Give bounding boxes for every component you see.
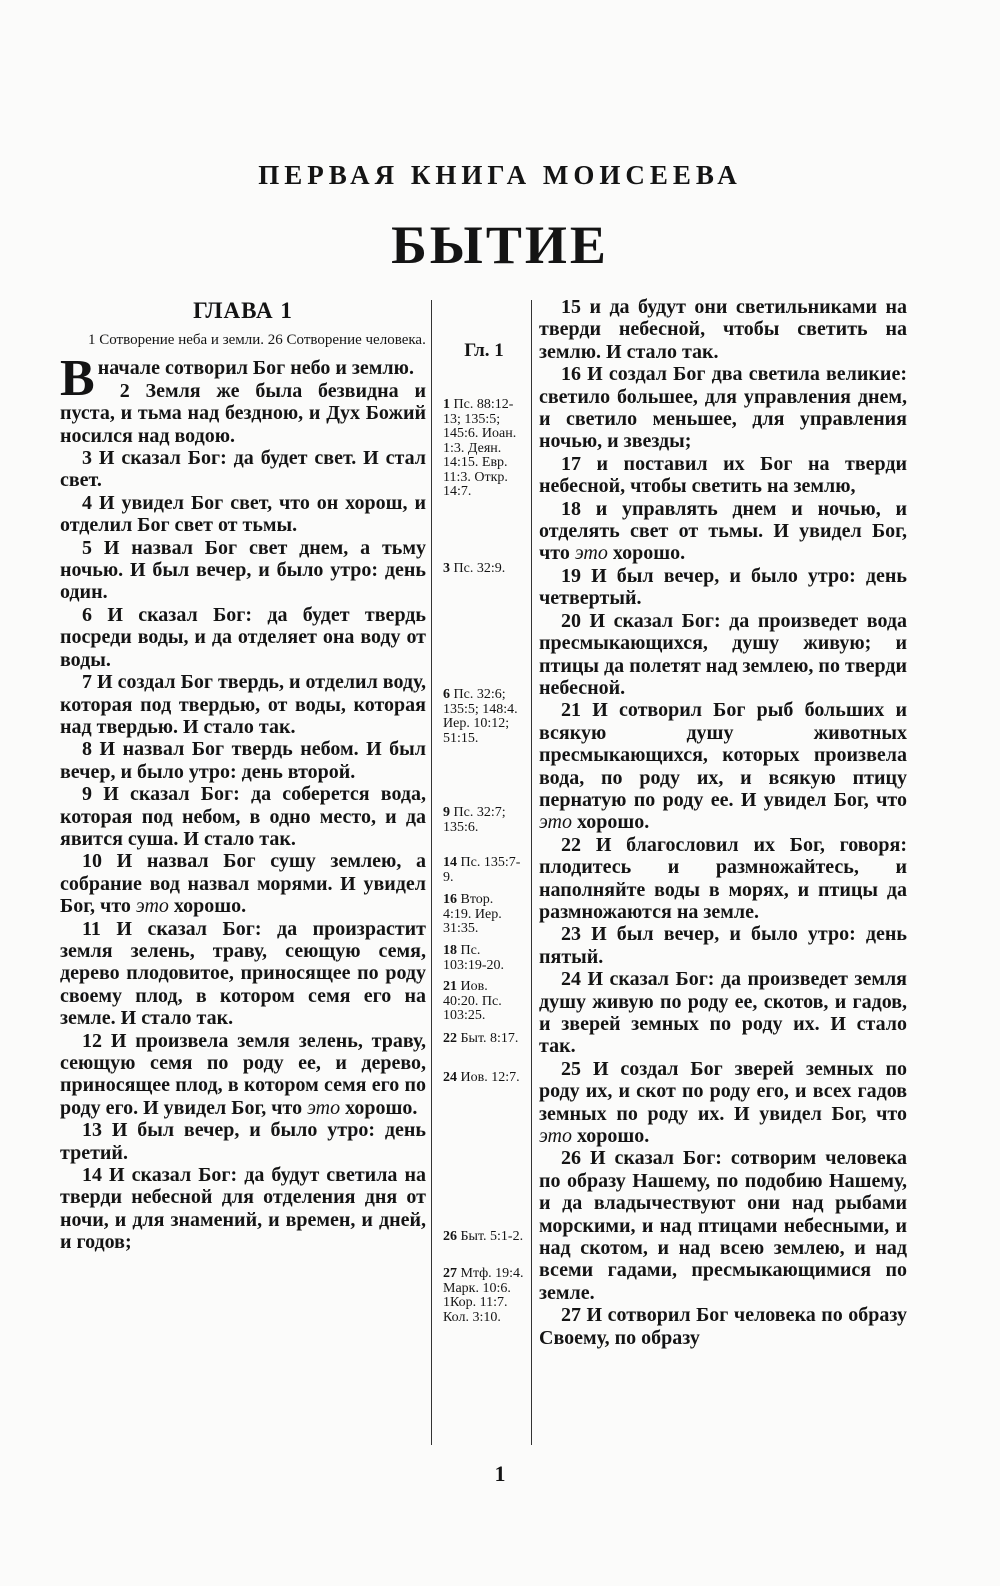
xref-verse: 6	[443, 687, 450, 702]
xref-6	[443, 688, 525, 746]
verse-17: 17 и поставил их Бог на тверди небесной, чтобы светить на землю,	[539, 452, 907, 498]
book-title: ПЕРВАЯ КНИГА МОИСЕЕВА	[258, 160, 742, 190]
verse-21	[539, 699, 907, 833]
verse-14: 14 И сказал Бог: да будут светила на тверди небесной для отделения дня от ночи, и для знамений, и времен, и дней, и годов;	[60, 1164, 426, 1254]
xref-verse: 18	[443, 943, 457, 958]
xref-verse: 27	[443, 1266, 457, 1281]
verse-21-italic: это	[539, 811, 572, 834]
xref-verse: 26	[443, 1229, 457, 1244]
xref-verse: 24	[443, 1070, 457, 1085]
xref-text: Пс. 32:9.	[453, 561, 506, 576]
verse-18-a: 18 и управлять днем и ночью, и отделять свет от тьмы. И увидел Бог, что	[539, 497, 907, 565]
verse-9: 9 И сказал Бог: да соберется вода, которая под небом, в одно место, и да явится суша. И стало так.	[60, 783, 426, 850]
xref-22	[443, 1032, 525, 1047]
xref-verse: 9	[443, 805, 450, 820]
verse-12-italic: это	[307, 1096, 341, 1119]
verse-20: 20 И сказал Бог: да произведет вода пресмыкающихся, душу живую; и птицы да полетят над землею, по тверди небесной.	[539, 609, 907, 699]
xref-text: Пс. 135:7-9.	[443, 855, 521, 885]
verse-25-b: хорошо.	[577, 1125, 650, 1148]
chapter-title: ГЛАВА 1	[193, 298, 293, 323]
xref-text: Втор. 4:19. Иер. 31:35.	[443, 892, 502, 936]
verse-25-italic: это	[539, 1125, 572, 1148]
verse-15: 15 и да будут они светильниками на тверди небесной, чтобы светить на землю. И стало так.	[539, 296, 907, 363]
xref-18	[443, 944, 525, 973]
xref-27	[443, 1267, 525, 1325]
xref-14	[443, 856, 525, 885]
verse-26: 26 И сказал Бог: сотворим человека по образу Нашему, по подобию Нашему, и да владычествуют они над рыбами морскими, и над птицами небесными, и над скотом, и над всею землею, и над всеми гадами, пресмыкающимися по земле.	[539, 1147, 907, 1304]
xref-text: Пс. 32:7; 135:6.	[443, 805, 506, 835]
xref-verse: 22	[443, 1031, 457, 1046]
verse-25	[539, 1058, 907, 1148]
right-column	[539, 296, 907, 1349]
verse-8: 8 И назвал Бог твердь небом. И был вечер, и было утро: день второй.	[60, 738, 426, 783]
verse-6: 6 И сказал Бог: да будет твердь посреди воды, и да отделяет она воду от воды.	[60, 603, 426, 671]
verse-1	[60, 350, 426, 408]
xref-text: Пс. 103:19-20.	[443, 943, 505, 973]
xref-3	[443, 562, 525, 577]
xref-text: Мтф. 19:4. Марк. 10:6. 1Кор. 11:7. Кол. 3:10.	[443, 1266, 524, 1325]
verse-22: 22 И благословил их Бог, говоря: плодитесь и размножайтесь, и наполняйте воды в морях, и птицы да размножаются на земле.	[539, 833, 907, 923]
verse-21-a: 21 И сотворил Бог рыб больших и всякую душу животных пресмыкающихся, которых произвела вода, по роду их, и всякую птицу пернатую по роду ее. И увидел Бог, что	[539, 699, 907, 811]
drop-cap: В	[60, 350, 95, 408]
xref-text: Быт. 5:1-2.	[460, 1229, 524, 1244]
xref-9	[443, 806, 525, 835]
xref-text: Пс. 32:6; 135:5; 148:4. Иер. 10:12; 51:15.	[443, 687, 518, 746]
xref-26	[443, 1230, 525, 1245]
xref-verse: 14	[443, 855, 457, 870]
xref-text: Быт. 8:17.	[460, 1031, 519, 1046]
xref-21	[443, 980, 525, 1024]
xref-1	[443, 398, 525, 500]
xref-text: Иов. 40:20. Пс. 103:25.	[443, 979, 502, 1023]
chapter-summary: 1 Сотворение неба и земли. 26 Сотворение человека.	[88, 332, 426, 349]
xref-text: Пс. 88:12-13; 135:5; 145:6. Иоан. 1:3. Деян. 14:15. Евр. 11:3. Откр. 14:7.	[443, 397, 517, 499]
xref-verse: 1	[443, 397, 450, 412]
chapter-label: Гл. 1	[464, 340, 504, 361]
column-divider-right	[531, 300, 532, 1445]
verse-10-italic: это	[135, 895, 169, 918]
left-column	[60, 296, 426, 1254]
verse-18	[539, 498, 907, 565]
verse-5: 5 И назвал Бог свет днем, а тьму ночью. И был вечер, и было утро: день один.	[60, 536, 426, 604]
column-divider-left	[431, 300, 432, 1445]
verse-12	[60, 1030, 426, 1120]
verse-1-text: начале сотворил Бог небо и землю.	[97, 357, 414, 380]
verse-3: 3 И сказал Бог: да будет свет. И стал свет.	[60, 447, 426, 492]
xref-16	[443, 893, 525, 937]
verse-4: 4 И увидел Бог свет, что он хорош, и отделил Бог свет от тьмы.	[60, 491, 426, 537]
verse-25-a: 25 И создал Бог зверей земных по роду их, и скот по роду его, и всех гадов земных по роду их. И увидел Бог, что	[539, 1057, 907, 1125]
verse-18-b: хорошо.	[612, 542, 686, 565]
xref-verse: 16	[443, 892, 457, 907]
verse-18-italic: это	[574, 542, 608, 565]
xref-24	[443, 1071, 525, 1086]
book-name: БЫТИЕ	[391, 215, 609, 275]
page-number: 1	[494, 1461, 506, 1486]
xref-verse: 3	[443, 561, 450, 576]
verse-13: 13 И был вечер, и было утро: день третий.	[60, 1119, 426, 1164]
verse-12-b: хорошо.	[345, 1096, 418, 1119]
verse-16: 16 И создал Бог два светила великие: светило большее, для управления днем, и светило меньшее, для управления ночью, и звезды;	[539, 363, 907, 453]
verse-2: 2 Земля же была безвидна и пуста, и тьма над бездною, и Дух Божий носился над водою.	[60, 379, 426, 447]
verse-7: 7 И создал Бог твердь, и отделил воду, которая под твердью, от воды, которая над твердью. И стало так.	[60, 671, 426, 738]
xref-verse: 21	[443, 979, 457, 994]
verse-10-a: 10 И назвал Бог сушу землею, а собрание вод назвал морями. И увидел Бог, что	[60, 850, 426, 918]
verse-24: 24 И сказал Бог: да произведет земля душу живую по роду ее, скотов, и гадов, и зверей земных по роду их. И стало так.	[539, 968, 907, 1058]
xref-text: Иов. 12:7.	[460, 1070, 520, 1085]
verse-12-a: 12 И произвела земля зелень, траву, сеющую семя по роду ее, и дерево, приносящее плод, в котором семя его по роду его. И увидел Бог, что	[60, 1029, 426, 1119]
verse-19: 19 И был вечер, и было утро: день четвертый.	[539, 564, 907, 610]
verse-23: 23 И был вечер, и было утро: день пятый.	[539, 923, 907, 968]
verse-10	[60, 850, 426, 917]
verse-11: 11 И сказал Бог: да произрастит земля зелень, траву, сеющую семя, дерево плодовитое, приносящее по роду своему плод, в котором семя его на земле. И стало так.	[60, 917, 426, 1030]
verse-10-b: хорошо.	[173, 895, 247, 918]
verse-21-b: хорошо.	[577, 811, 650, 834]
verse-27: 27 И сотворил Бог человека по образу Своему, по образу	[539, 1304, 907, 1349]
